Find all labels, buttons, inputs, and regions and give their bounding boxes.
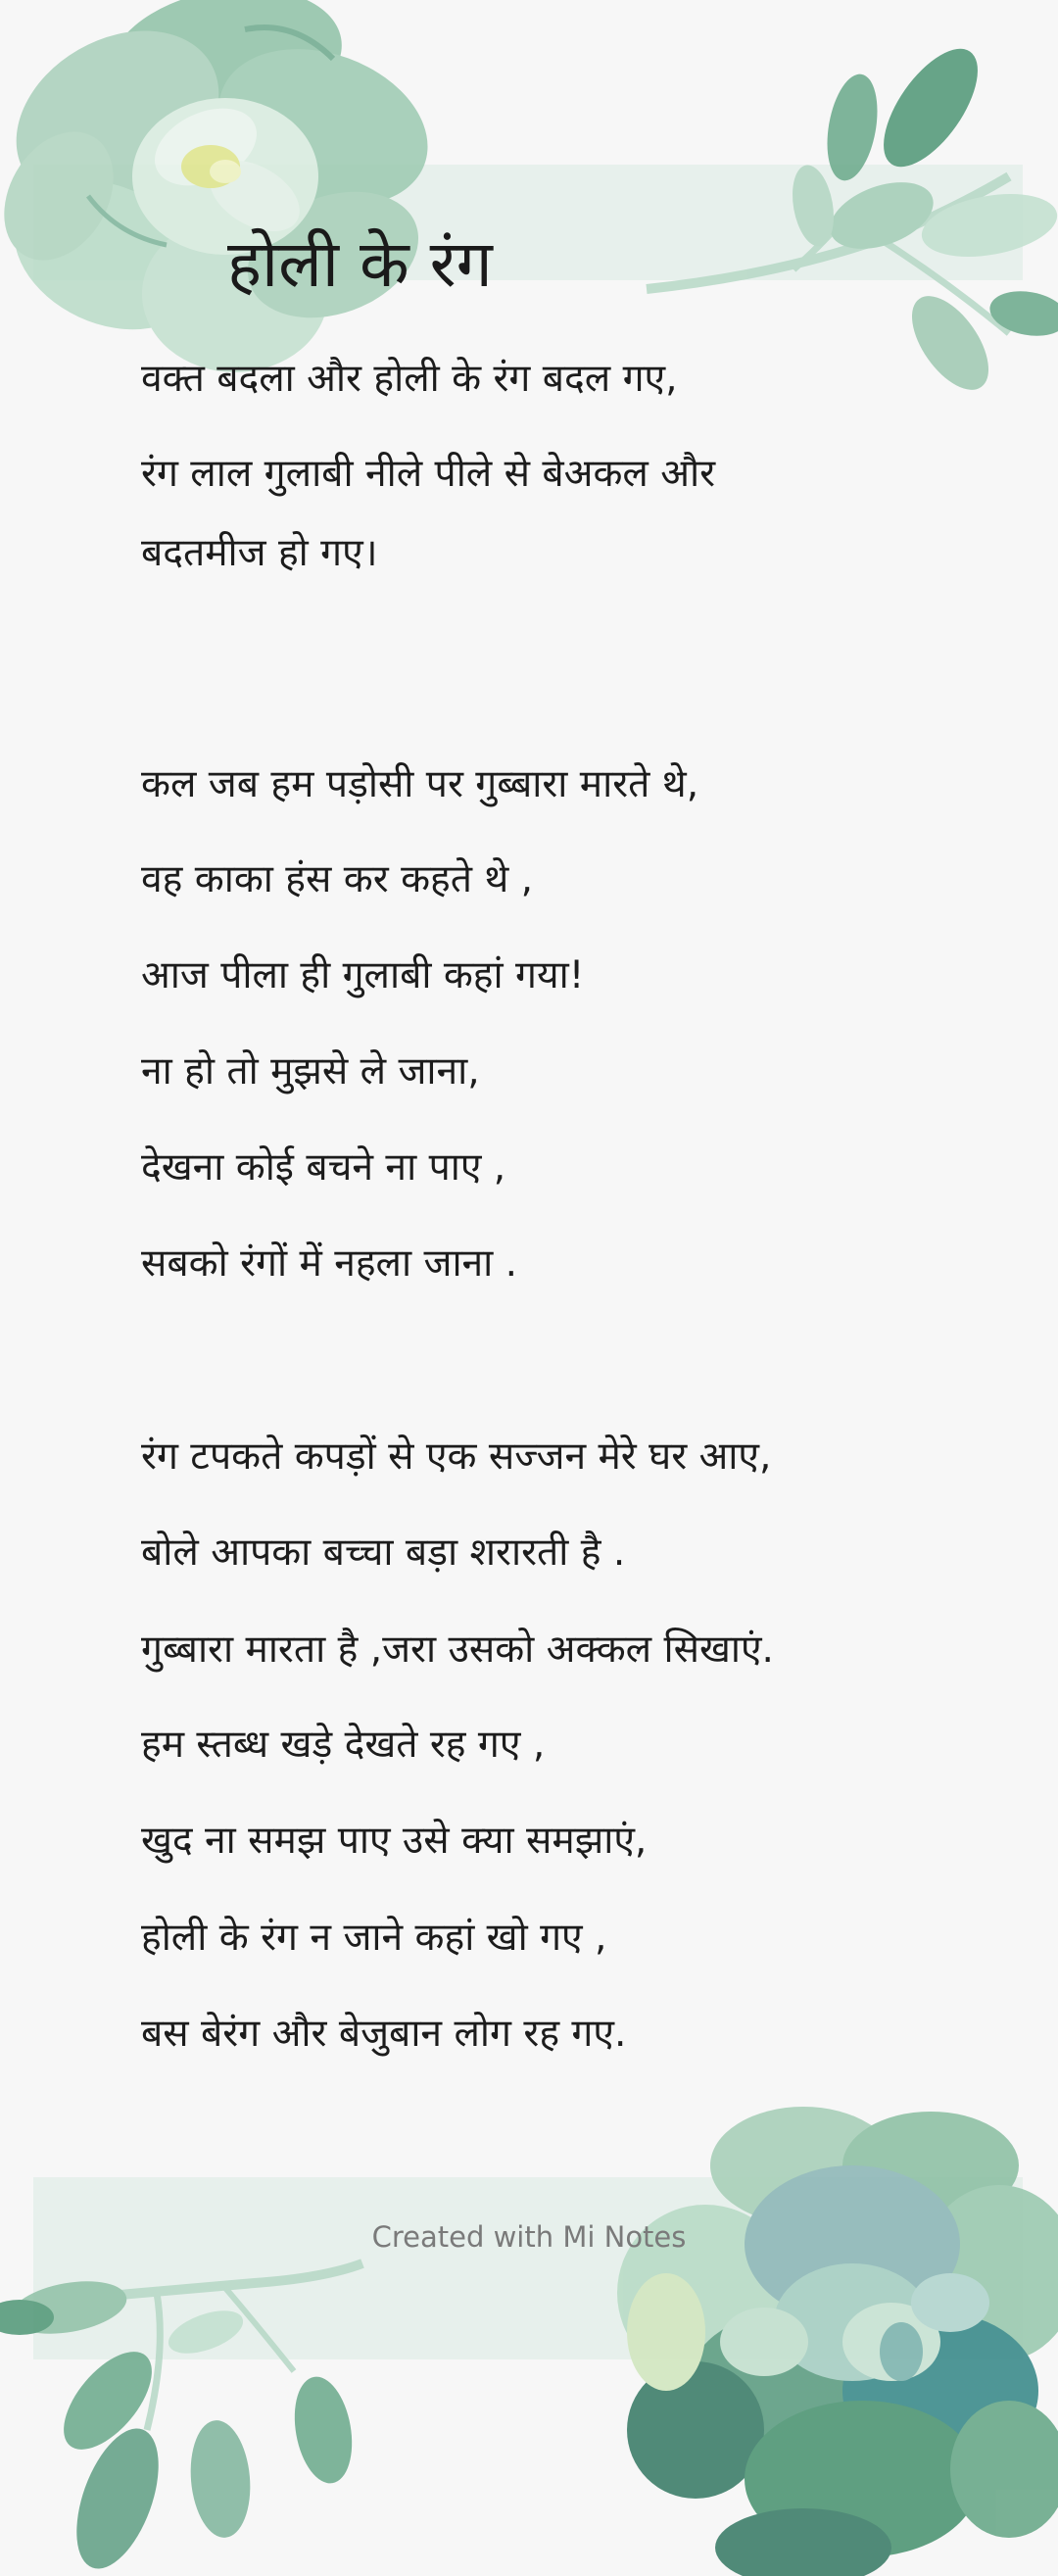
poem-line: रंग लाल गुलाबी नीले पीले से बेअकल और — [141, 452, 716, 496]
succulent-flower-icon — [0, 0, 451, 392]
poem-line: होली के रंग न जाने कहां खो गए , — [141, 1916, 607, 1960]
poem-line: बस बेरंग और बेजुबान लोग रह गए. — [141, 2012, 627, 2056]
poem-line: बोले आपका बच्चा बड़ा शरारती है . — [141, 1531, 626, 1575]
poem-line: हम स्तब्ध खड़े देखते रह गए , — [141, 1723, 546, 1767]
poem-line: आज पीला ही गुलाबी कहां गया! — [141, 953, 585, 997]
poem-line: ना हो तो मुझसे ले जाना, — [141, 1049, 480, 1094]
poem-line: गुब्बारा मारता है ,जरा उसको अक्कल सिखाएं. — [141, 1628, 774, 1672]
footer-credit: Created with Mi Notes — [371, 2220, 687, 2254]
poem-line: वक्त बदला और होली के रंग बदल गए, — [141, 357, 678, 401]
poem-line: बदतमीज हो गए। — [141, 531, 378, 575]
poem-line: सबको रंगों में नहला जाना . — [141, 1241, 518, 1286]
poem-line: देखना कोई बचने ना पाए , — [141, 1145, 506, 1190]
poem-line: कल जब हम पड़ोसी पर गुब्बारा मारते थे, — [141, 762, 699, 806]
poem-line: खुद ना समझ पाए उसे क्या समझाएं, — [141, 1819, 648, 1863]
note-title: होली के रंग — [227, 226, 493, 302]
poem-line: वह काका हंस कर कहते थे , — [141, 857, 534, 901]
poem-line: रंग टपकते कपड़ों से एक सज्जन मेरे घर आए, — [141, 1434, 772, 1479]
succulent-flower-icon-bottom — [607, 2097, 1058, 2576]
leaf-branch-icon — [637, 39, 1058, 412]
leaf-branch-icon-bottom — [0, 2205, 411, 2576]
